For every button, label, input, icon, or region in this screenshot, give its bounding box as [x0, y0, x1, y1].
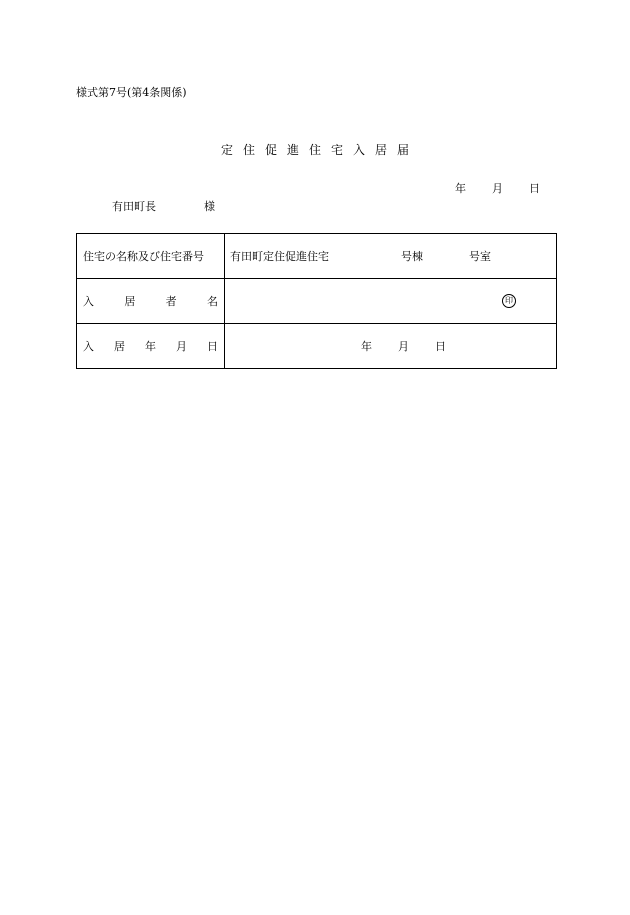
- room-suffix: 号室: [469, 250, 491, 263]
- movein-date-cell[interactable]: [225, 324, 557, 369]
- addressee-honorific: 様: [204, 200, 215, 213]
- movein-label: [83, 338, 224, 354]
- movein-day: 日: [435, 340, 446, 353]
- table-row-movein-date: [77, 324, 557, 369]
- addressee: [112, 198, 215, 214]
- housing-value-cell[interactable]: [225, 234, 557, 279]
- seal-icon: 印: [502, 294, 516, 308]
- date-month: 月: [492, 182, 503, 195]
- housing-label-cell: [77, 234, 225, 279]
- submission-date: [455, 180, 540, 196]
- document-title: 定住促進住宅入居届: [220, 143, 419, 157]
- label-char: 居: [114, 340, 125, 353]
- label-char: 入: [83, 295, 94, 308]
- label-char: 居: [124, 295, 136, 308]
- movein-year: 年: [361, 340, 372, 353]
- registration-table: [76, 233, 557, 369]
- addressee-name: 有田町長: [112, 200, 156, 213]
- resident-label-cell: [77, 279, 225, 324]
- date-day: 日: [529, 182, 540, 195]
- label-char: 入: [83, 340, 94, 353]
- resident-label: [83, 293, 224, 309]
- label-char: 者: [165, 295, 177, 308]
- date-year: 年: [455, 182, 466, 195]
- building-suffix: 号棟: [401, 250, 423, 263]
- label-char: 日: [207, 340, 218, 353]
- label-char: 年: [145, 340, 156, 353]
- label-char: 月: [176, 340, 187, 353]
- table-row-housing: [77, 234, 557, 279]
- movein-label-cell: [77, 324, 225, 369]
- label-char: 名: [206, 295, 218, 308]
- table-row-resident: [77, 279, 557, 324]
- resident-name-cell[interactable]: [225, 279, 557, 324]
- housing-label: 住宅の名称及び住宅番号: [83, 250, 204, 263]
- housing-name: 有田町定住促進住宅: [230, 250, 329, 263]
- form-number: 様式第7号(第4条関係): [76, 86, 187, 99]
- movein-month: 月: [398, 340, 409, 353]
